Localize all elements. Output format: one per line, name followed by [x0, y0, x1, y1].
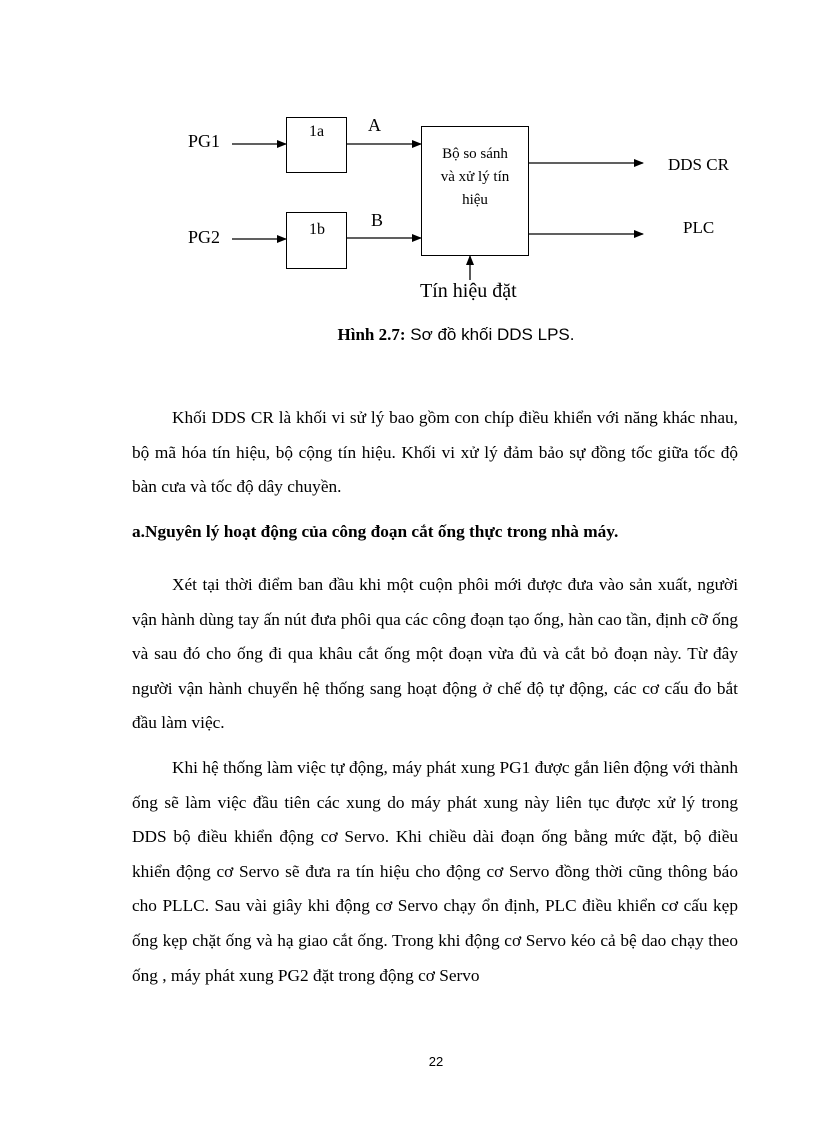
block-1b-label: 1b: [309, 221, 325, 238]
setpoint-signal-label: Tín hiệu đặt: [420, 280, 517, 302]
processor-label: [422, 143, 528, 212]
signal-a-label: A: [368, 115, 381, 135]
output-plc-label: PLC: [683, 218, 715, 237]
block-1a: [286, 117, 347, 173]
processor-label-line-1: Bộ so sánh: [442, 146, 508, 162]
page-number: 22: [428, 1054, 444, 1069]
paragraph-automatic-mode-text: Khi hệ thống làm việc tự động, máy phát xung PG1 được gắn liên động với thành ống sẽ làm việc đầu tiên các xung do máy phát xung này liên tục được xử lý trong DDS bộ điều khiển động cơ Servo. Khi chiều dài đoạn ống bằng mức đặt, bộ điều khiển động cơ Servo sẽ đưa ra tín hiệu cho động cơ Servo đồng thời cũng thông báo cho PLLC. Sau vài giây khi động cơ Servo chạy ổn định, PLC điều khiển cơ cấu kẹp ống kẹp chặt ống và hạ giao cắt ống. Trong khi động cơ Servo kéo cả bệ dao chạy theo ống , máy phát xung PG2 đặt trong động cơ Servo: [132, 758, 738, 985]
paragraph-initial-state-text: Xét tại thời điểm ban đầu khi một cuộn phôi mới được đưa vào sản xuất, người vận hành dùng tay ấn nút đưa phôi qua các công đoạn tạo ống, hàn cao tần, định cỡ ống và sau đó cho ống đi qua khâu cắt ống một đoạn vừa đủ và cắt bỏ đoạn này. Từ đây người vận hành chuyển hệ thống sang hoạt động ở chế độ tự động, các cơ cấu đo bắt đầu làm việc.: [132, 575, 738, 733]
figure-caption: [0, 325, 816, 345]
output-dds-cr-label: DDS CR: [668, 155, 729, 174]
paragraph-dds-cr: [132, 401, 738, 505]
input-pg1-label: PG1: [188, 131, 221, 151]
comparator-processor-block: [421, 126, 529, 256]
section-heading: a.Nguyên lý hoạt động của công đoạn cắt ống thực trong nhà máy.: [132, 522, 619, 541]
paragraph-automatic-mode: [132, 751, 738, 993]
block-diagram: [0, 0, 816, 320]
block-1b: [286, 212, 347, 269]
paragraph-initial-state: [132, 568, 738, 741]
input-pg2-label: PG2: [188, 227, 221, 247]
signal-b-label: B: [371, 210, 384, 230]
processor-label-line-3: hiệu: [462, 192, 488, 208]
caption-label: Hình 2.7:: [337, 325, 406, 344]
processor-label-line-2: và xử lý tín: [440, 169, 510, 185]
caption-text: Sơ đồ khối DDS LPS.: [405, 325, 575, 344]
block-1a-label: 1a: [309, 123, 325, 140]
paragraph-dds-cr-text: Khối DDS CR là khối vi sử lý bao gồm con chíp điều khiển với năng khác nhau, bộ mã hóa tín hiệu, bộ cộng tín hiệu. Khối vi xử lý đảm bảo sự đồng tốc giữa tốc độ bàn cưa và tốc độ dây chuyền.: [132, 408, 738, 497]
